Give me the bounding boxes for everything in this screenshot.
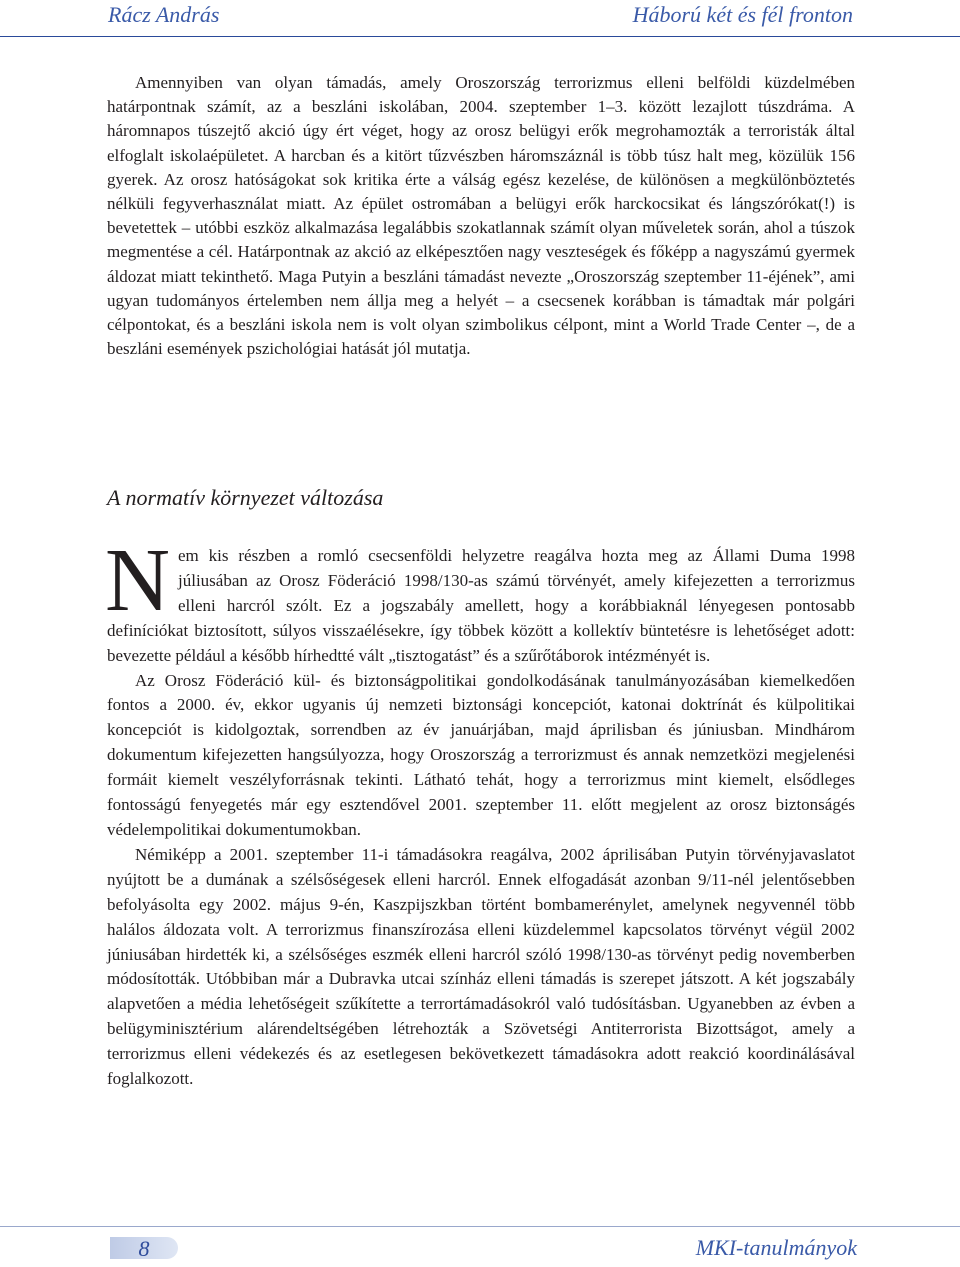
intro-indent	[107, 73, 135, 92]
page-number: 8	[110, 1237, 178, 1259]
body-paragraph-1	[105, 531, 855, 669]
intro-paragraph-text: Amennyiben van olyan támadás, amely Oroszország terrorizmus elleni belföldi küzdelmében határpontnak számít, az a beszláni iskolában, 2004. szeptember 1–3. között lezajlott túszdráma. A háromnapos túszejtő akció úgy ért véget, hogy az orosz belügyi erők megrohamozták a terroristák által elfoglalt iskolaépületet. A harcban és a kitört tűzvészben háromszáznál is több túsz halt meg, közülük 156 gyerek. Az orosz hatóságokat sok kritika érte a válság egész kezelése, de különösen a megkülönböztetés nélküli fegyverhasználat miatt. Az épület ostromában a belügyi erők harckocsikat és lángszórókat(!) is bevetettek – utóbbi eszköz alkalmazása legalábbis szokatlannak számít olyan műveletek során, ahol a túszok megmentése a cél. Határpontnak az akció az elképesztően nagy veszteségek és főképp a nagyszámú gyermek áldozat miatt tekinthető. Maga Putyin a beszláni támadást nevezte „Oroszország szeptember 11-éjének”, ami ugyan tudományos értelemben nem állja meg a helyét – a csecsenek korábban is támadtak már polgári célpontokat, és a beszláni iskola nem is volt olyan szimbolikus célpont, mint a World Trade Center –, de a beszláni események pszichológiai hatását jól mutatja.	[107, 73, 855, 359]
drop-cap: N	[105, 531, 170, 630]
footer-divider	[0, 1226, 960, 1227]
body-paragraph-3: Némiképp a 2001. szeptember 11-i támadásokra reagálva, 2002 áprilisában Putyin törvényjavaslatot nyújtott be a dumának a szélsőségesek elleni harcról. Ennek elfogadását azonban 9/11-nél jelentősebben befolyásolta egy 2002. május 9-én, Kaszpijszkban történt bombamerénylet, amelynek negyvennél több halálos áldozata volt. A terrorizmus finanszírozása elleni küzdelemmel kapcsolatos törvényt végül 2002 júniusában hirdették ki, a szélsőséges eszmék elleni harcról szóló 1998/130-as törvényt pedig novemberben módosították. Utóbbiban már a Dubravka utcai színház elleni támadás is szerepet játszott. A két jogszabály alapvetően a média lehetőségeit szűkítette a terrortámadásokról való tudósításban. Ugyanebben az évben a belügyminisztérium alárendeltségében létrehozták a Szövetségi Antiterrorista Bizottságot, amely a terrorizmus elleni védekezés és az esetlegesen bekövetkezett támadásokra adott reakció koordinálásával foglalkozott.	[107, 844, 855, 1089]
section-heading: A normatív környezet változása	[107, 485, 384, 510]
body-paragraph-1-text: em kis részben a romló csecsenföldi helyzetre reagálva hozta meg az Állami Duma 1998 júliusában az Orosz Föderáció 1998/130-as számú törvényét, amely kifejezetten a terrorizmus elleni harcról szólt. Ez a jogszabály amellett, hogy a korábbiaknál lényegesen pontosabb definíciókat biztosított, súlyos visszaélésekre, így többek között a kollektív büntetésre is lehetőséget adott: bevezette például a később hírhedtté vált „tisztogatást” és a szűrőtáborok intézményét is.	[107, 546, 855, 665]
header-author: Rácz András	[108, 2, 220, 27]
intro-paragraph	[107, 71, 855, 361]
running-header	[0, 0, 960, 37]
section-body	[105, 531, 855, 1092]
body-paragraph-2: Az Orosz Föderáció kül- és biztonságpolitikai gondolkodásának tanulmányozásában kiemelkedően fontos a 2000. év, ekkor ugyanis új nemzeti biztonsági koncepciót, katonai doktrínát és külpolitikai koncepciót is kidolgoztak, sorrendben az év januárjában, majd áprilisban és júniusban. Mindhárom dokumentum kifejezetten hangsúlyozza, hogy Oroszország a terrorizmust és annak nemzetközi megjelenési formáit kiemelt veszélyforrásnak tekinti. Látható tehát, hogy a terrorizmus mint kiemelt, elsődleges fontosságú fenyegetés már egy esztendővel 2001. szeptember 11. előtt megjelent az orosz biztonságés védelempolitikai dokumentumokban.	[107, 670, 855, 839]
header-title: Háború két és fél fronton	[632, 2, 853, 27]
publication-name: MKI-tanulmányok	[695, 1235, 857, 1260]
